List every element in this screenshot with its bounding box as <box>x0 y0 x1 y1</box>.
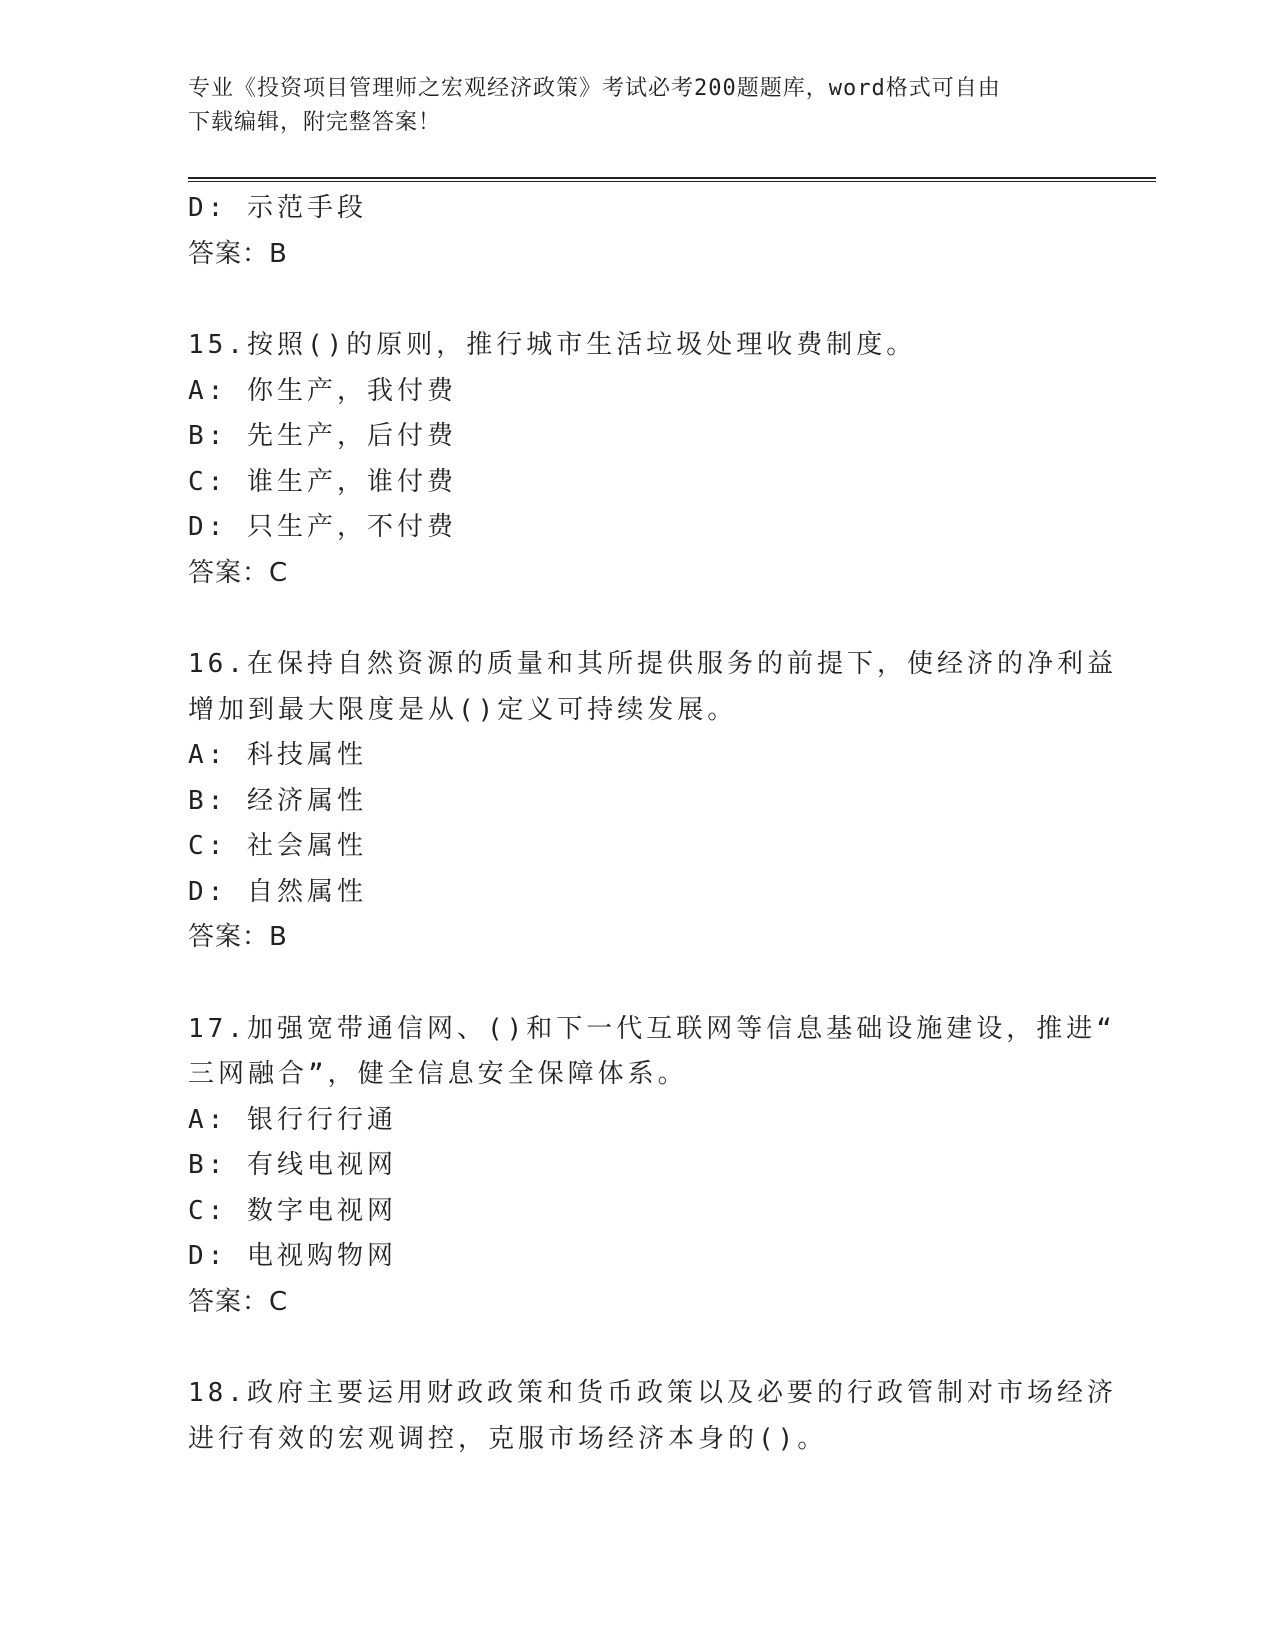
option-d: D: 电视购物网 <box>188 1241 397 1271</box>
option-c: C: 谁生产，谁付费 <box>188 466 457 497</box>
header-divider <box>188 177 1156 182</box>
question-16 <box>188 642 1117 961</box>
option-b: B: 先生产，后付费 <box>188 421 457 451</box>
question-14-tail <box>188 186 1088 277</box>
header-line-1: 专业《投资项目管理师之宏观经济政策》考试必考200题题库，word格式可自由 <box>188 76 1001 101</box>
option-d: D: 示范手段 <box>188 193 367 223</box>
option-c: C: 社会属性 <box>188 831 367 861</box>
header-line-2: 下载编辑，附完整答案！ <box>188 110 442 135</box>
question-content <box>188 186 1117 1462</box>
question-text-line-1: 17.加强宽带通信网、()和下一代互联网等信息基础设施建设，推进“ <box>188 1013 1116 1044</box>
option-d: D: 只生产，不付费 <box>188 512 457 542</box>
answer: 答案：C <box>188 1286 289 1317</box>
option-d: D: 自然属性 <box>188 876 367 907</box>
option-a: A: 科技属性 <box>188 740 367 770</box>
option-a: A: 银行行行通 <box>188 1104 397 1135</box>
option-b: B: 经济属性 <box>188 785 367 816</box>
spacer <box>188 1325 1088 1371</box>
question-18 <box>188 1371 1117 1462</box>
option-c: C: 数字电视网 <box>188 1195 397 1226</box>
question-text: 15.按照()的原则，推行城市生活垃圾处理收费制度。 <box>188 330 917 360</box>
answer: 答案：B <box>188 238 288 269</box>
option-b: B: 有线电视网 <box>188 1150 397 1180</box>
spacer <box>188 961 1088 1007</box>
spacer <box>188 596 1088 642</box>
answer: 答案：B <box>188 922 288 952</box>
spacer <box>188 277 1088 323</box>
question-17 <box>188 1007 1116 1326</box>
option-a: A: 你生产，我付费 <box>188 375 457 406</box>
question-text-line-2: 增加到最大限度是从()定义可持续发展。 <box>188 694 738 725</box>
question-text-line-2: 三网融合”，健全信息安全保障体系。 <box>188 1059 688 1089</box>
question-text-line-2: 进行有效的宏观调控，克服市场经济本身的()。 <box>188 1423 828 1454</box>
question-15 <box>188 323 1088 596</box>
question-text-line-1: 16.在保持自然资源的质量和其所提供服务的前提下，使经济的净利益 <box>188 649 1117 679</box>
document-header <box>188 72 1088 140</box>
question-text-line-1: 18.政府主要运用财政政策和货币政策以及必要的行政管制对市场经济 <box>188 1378 1117 1408</box>
answer: 答案：C <box>188 557 289 588</box>
